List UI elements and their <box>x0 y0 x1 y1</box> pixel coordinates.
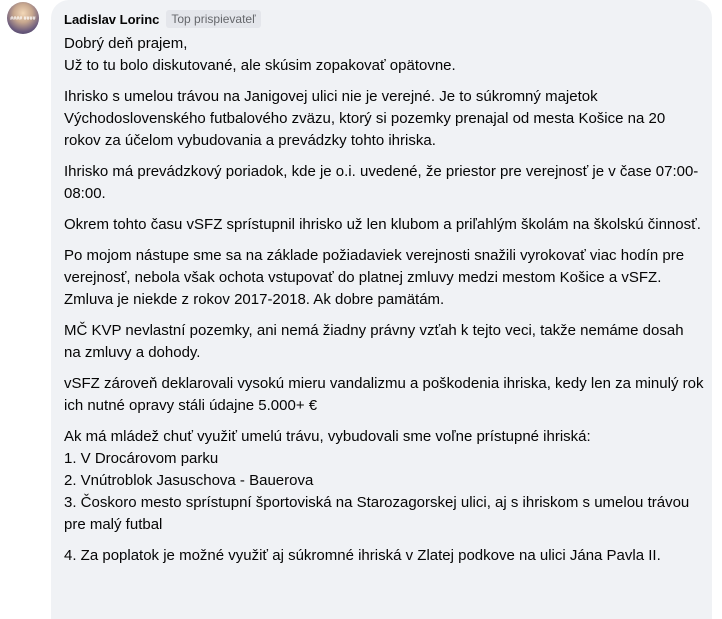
comment-line: Ihrisko má prevádzkový poriadok, kde je o.i. uvedené, že priestor pre verejnosť je v čase 07:00-08:00. <box>64 163 699 202</box>
comment-paragraph <box>64 545 704 567</box>
comment-line: MČ KVP nevlastní pozemky, ani nemá žiadny právny vzťah k tejto veci, takže nemáme dosah na zmluvy a dohody. <box>64 322 684 361</box>
author-name[interactable]: Ladislav Lorinc <box>64 11 160 27</box>
comment-paragraph <box>64 161 704 205</box>
comment-line: 3. Čoskoro mesto sprístupní športoviská na Starozagorskej ulici, aj s ihriskom s umelou trávou pre malý futbal <box>64 494 690 533</box>
comment-line: Po mojom nástupe sme sa na základe požiadaviek verejnosti snažili vyrokovať viac hodín pre verejnosť, nebola však ochota vstupovať do platnej zmluvy medzi mestom Košice a vSFZ. Zmluva je niekde z rokov 2017-2018. Ak dobre pamätám. <box>64 247 685 308</box>
comment-paragraph <box>64 33 704 77</box>
comment-line: Už to tu bolo diskutované, ale skúsim zopakovať opätovne. <box>64 57 456 74</box>
comment-line: Okrem tohto času vSFZ sprístupnil ihrisko už len klubom a priľahlým školám na školskú činnosť. <box>64 216 701 233</box>
avatar[interactable] <box>7 2 39 34</box>
comment-line: vSFZ zároveň deklarovali vysokú mieru vandalizmu a poškodenia ihriska, kedy len za minulý rok ich nutné opravy stáli údajne 5.000+ € <box>64 375 704 414</box>
comment-line: 2. Vnútroblok Jasuschova - Bauerova <box>64 472 314 489</box>
comment-paragraph <box>64 320 704 364</box>
comment-line: Ak má mládež chuť využiť umelú trávu, vybudovali sme voľne prístupné ihriská: <box>64 428 591 445</box>
comment-paragraph <box>64 214 704 236</box>
comment-paragraph <box>64 245 704 311</box>
avatar-text: #### #### <box>10 16 36 22</box>
comment-line: Dobrý deň prajem, <box>64 35 188 52</box>
comment-text <box>64 33 704 576</box>
top-contributor-badge: Top prispievateľ <box>166 10 260 28</box>
comment-line: 1. V Drocárovom parku <box>64 450 219 467</box>
comment-paragraph <box>64 86 704 152</box>
comment-paragraph <box>64 426 704 536</box>
comment-line: Ihrisko s umelou trávou na Janigovej ulici nie je verejné. Je to súkromný majetok Východoslovenského futbalového zväzu, ktorý si pozemky prenajal od mesta Košice na 20 rokov za účelom vybudovania a prevádzky tohto ihriska. <box>64 88 666 149</box>
comment-line: 4. Za poplatok je možné využiť aj súkromné ihriská v Zlatej podkove na ulici Jána Pavla II. <box>64 547 661 564</box>
comment-header <box>64 9 261 29</box>
comment-paragraph <box>64 373 704 417</box>
comment-bubble <box>51 0 712 619</box>
